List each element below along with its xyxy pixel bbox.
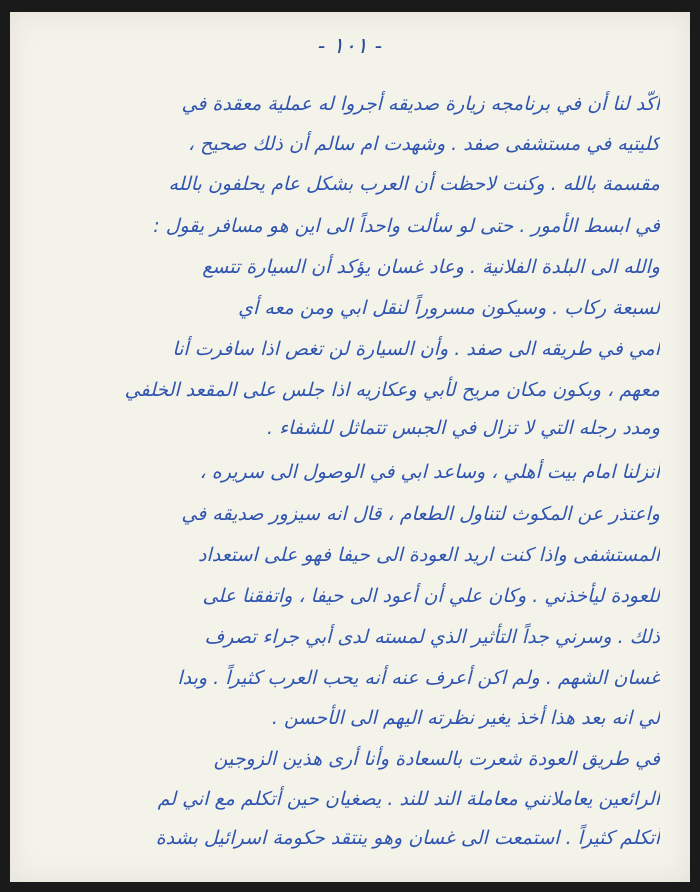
- text-line: كليتيه في مستشفى صفد . وشهدت ام سالم أن ذلك صحيح ،: [187, 133, 660, 155]
- text-line: الرائعين يعاملانني معاملة الند للند . يصغيان حين أتكلم مع اني لم: [157, 788, 660, 810]
- letter-page: [10, 12, 690, 882]
- text-line: أكّد لنا أن في برنامجه زيارة صديقه أجروا له عملية معقدة في: [181, 93, 660, 115]
- text-line: والله الى البلدة الفلانية . وعاد غسان يؤكد أن السيارة تتسع: [202, 256, 660, 278]
- text-line: أنزلنا امام بيت أهلي ، وساعد ابي في الوصول الى سريره ،: [199, 461, 660, 483]
- text-line: في طريق العودة شعرت بالسعادة وأنا أرى هذين الزوجين: [213, 748, 660, 770]
- handwritten-text-block: [10, 12, 690, 882]
- text-line: المستشفى واذا كنت اريد العودة الى حيفا فهو على استعداد: [197, 544, 660, 566]
- text-line: لي انه بعد هذا أخذ يغير نظرته اليهم الى الأحسن .: [271, 707, 660, 729]
- text-line: مقسمة بالله . وكنت لاحظت أن العرب بشكل عام يحلفون بالله: [168, 173, 660, 195]
- text-line: ذلك . وسرني جداً التأثير الذي لمسته لدى أبي جراء تصرف: [204, 626, 660, 648]
- text-line: لسبعة ركاب . وسيكون مسروراً لنقل ابي ومن معه أي: [238, 297, 660, 319]
- page-number: - ١٠١ -: [317, 34, 383, 59]
- text-line: غسان الشهم . ولم اكن أعرف عنه أنه يحب العرب كثيراً . وبدا: [177, 667, 660, 689]
- text-line: واعتذر عن المكوث لتناول الطعام ، قال انه سيزور صديقه في: [181, 503, 660, 525]
- text-line: ومدد رجله التي لا تزال في الجبس تتماثل للشفاء .: [267, 417, 660, 439]
- text-line: للعودة ليأخذني . وكان علي أن أعود الى حيفا ، واتفقنا على: [202, 585, 660, 607]
- text-line: في ابسط الأمور . حتى لو سألت واحداً الى اين هو مسافر يقول :: [153, 215, 660, 237]
- text-line: معهم ، وبكون مكان مريح لأبي وعكازيه اذا جلس على المقعد الخلفي: [124, 379, 660, 401]
- text-line: أتكلم كثيراً . استمعت الى غسان وهو ينتقد حكومة اسرائيل بشدة: [155, 827, 660, 849]
- text-line: امي في طريقه الى صفد . وأن السيارة لن تغص اذا سافرت أنا: [172, 338, 660, 360]
